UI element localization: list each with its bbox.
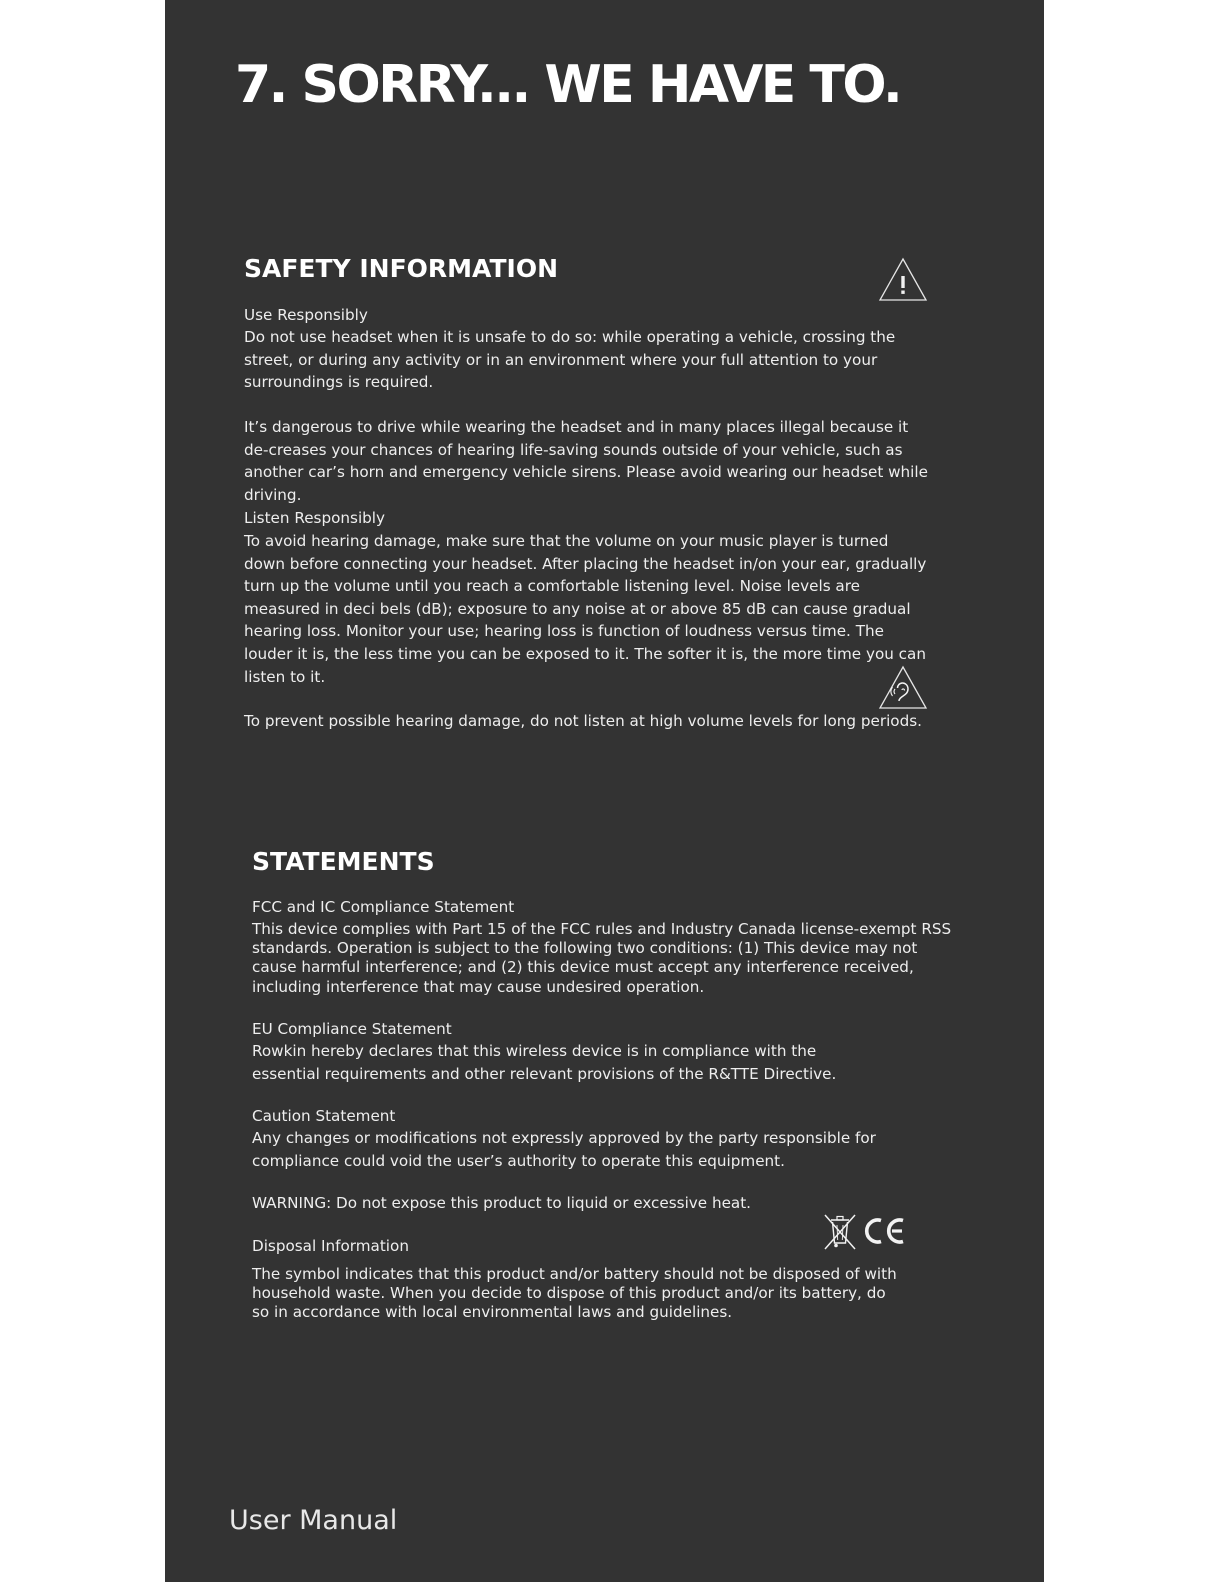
use-responsibly-heading: Use Responsibly (244, 306, 368, 324)
hearing-warning-icon (878, 665, 928, 711)
caution-heading: Caution Statement (252, 1107, 396, 1125)
listen-responsibly-text: To avoid hearing damage, make sure that the volume on your music player is turned down before connecting your headset. After placing the headset in/on your ear, gradually turn up the volume until you reach a comfortable listening level. Noise levels are measured in deci bels (dB); exposure to any noise at or above 85 dB can cause gradual hearing loss. Monitor your use; hearing loss is function of loudness versus time. The louder it is, the less time you can be exposed to it. The softer it is, the more time you can listen to it. (244, 532, 927, 686)
safety-heading: SAFETY INFORMATION (244, 254, 558, 283)
fcc-text: This device complies with Part 15 of the FCC rules and Industry Canada license-exempt RSS standards. Operation is subject to the following two conditions: (1) This device may not cause harmful interference; and (2) this device must accept any interference received, including interference that may cause undesired operation. (252, 920, 952, 996)
use-responsibly-text: Do not use headset when it is unsafe to do so: while operating a vehicle, crossing the street, or during any activity or in an environment where your full attention to your surroundings is required. (244, 328, 896, 392)
fcc-heading: FCC and IC Compliance Statement (252, 898, 515, 916)
ce-mark-icon (862, 1213, 907, 1249)
prevent-hearing-damage-text: To prevent possible hearing damage, do not listen at high volume levels for long periods. (244, 712, 922, 730)
listen-responsibly-heading: Listen Responsibly (244, 509, 386, 527)
crossed-bin-icon (822, 1213, 858, 1251)
footer-label: User Manual (229, 1505, 398, 1536)
eu-heading: EU Compliance Statement (252, 1020, 452, 1038)
statements-heading: STATEMENTS (252, 847, 435, 876)
manual-page (165, 0, 1044, 1582)
liquid-heat-warning: WARNING: Do not expose this product to liquid or excessive heat. (252, 1194, 752, 1212)
caution-text: Any changes or modifications not expressly approved by the party responsible for compliance could void the user’s authority to operate this equipment. (252, 1129, 876, 1170)
eu-text: Rowkin hereby declares that this wireless device is in compliance with the essential requirements and other relevant provisions of the R&TTE Directive. (252, 1042, 837, 1083)
warning-triangle-icon (878, 257, 928, 303)
disposal-text: The symbol indicates that this product and/or battery should not be disposed of with household waste. When you decide to dispose of this product and/or its battery, do so in accordance with local environmental laws and guidelines. (252, 1265, 897, 1322)
disposal-heading: Disposal Information (252, 1237, 409, 1255)
page-title: 7. SORRY... WE HAVE TO. (235, 55, 901, 115)
driving-warning-text: It’s dangerous to drive while wearing the headset and in many places illegal because it de-creases your chances of hearing life-saving sounds outside of your vehicle, such as another car’s horn and emergency vehicle sirens. Please avoid wearing our headset while driving. (244, 418, 928, 504)
